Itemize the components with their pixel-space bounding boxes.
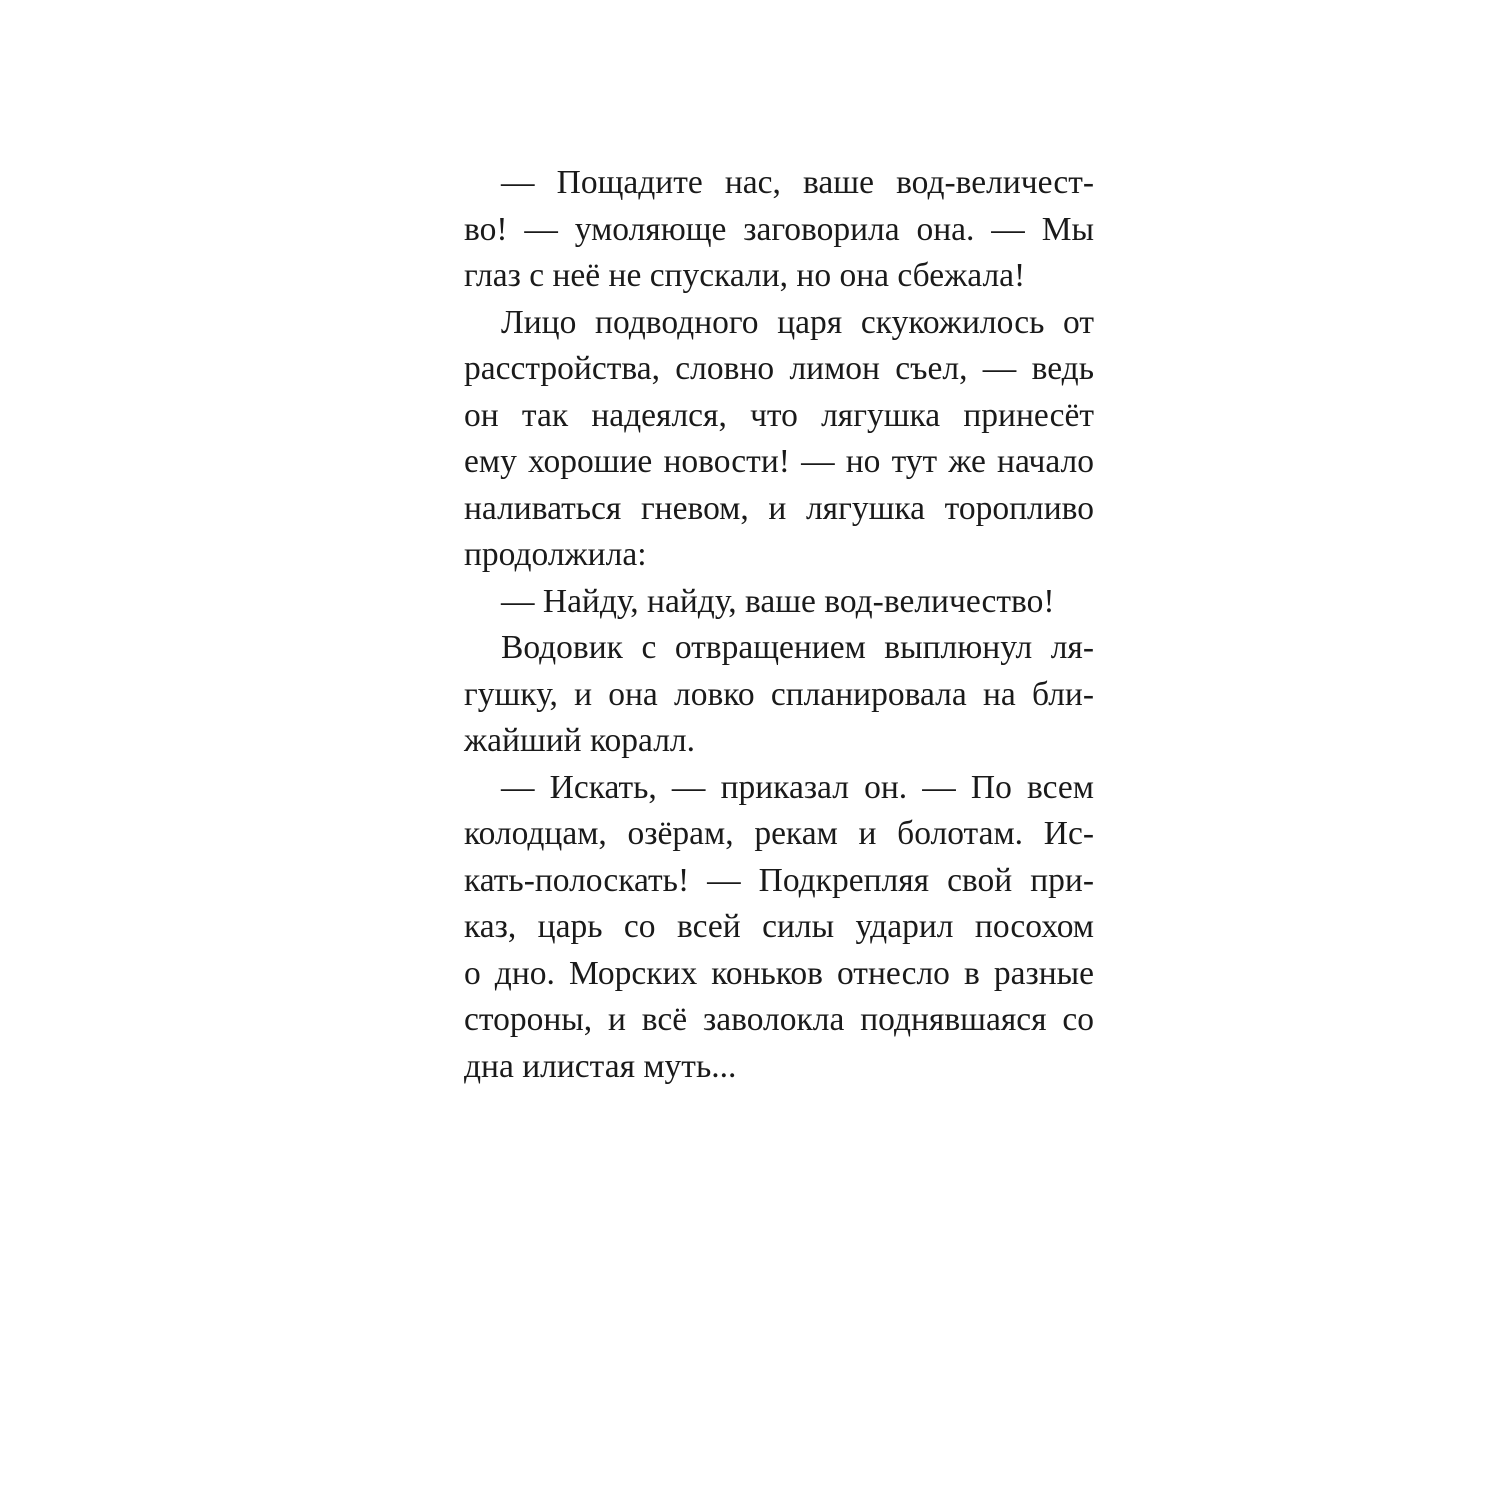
text-line: стороны, и всё заволокла поднявшаяся со bbox=[464, 1001, 1094, 1038]
text-line: он так надеялся, что лягушка принесёт bbox=[464, 396, 1094, 434]
text-line: о дно. Морских коньков отнесло в разные bbox=[464, 954, 1094, 992]
text-line: глаз с неё не спускали, но она сбежала! bbox=[464, 257, 1026, 294]
text-line: колодцам, озёрам, рекам и болотам. Ис- bbox=[464, 815, 1094, 852]
text-line: гушку, и она ловко спланировала на бли- bbox=[464, 675, 1094, 713]
text-line: кать-полоскать! — Подкрепляя свой при- bbox=[464, 861, 1094, 899]
text-line: во! — умоляюще заговорила она. — Мы bbox=[464, 210, 1094, 248]
text-line: — Пощадите нас, ваше вод-величест- bbox=[501, 164, 1094, 201]
text-line: Лицо подводного царя скукожилось от bbox=[501, 303, 1094, 341]
text-line: каз, царь со всей силы ударил посохом bbox=[464, 908, 1094, 945]
text-line: продолжила: bbox=[464, 536, 647, 573]
text-line: расстройства, словно лимон съел, — ведь bbox=[464, 350, 1094, 387]
text-line: — Искать, — приказал он. — По всем bbox=[501, 768, 1094, 806]
text-line: дна илистая муть... bbox=[464, 1047, 737, 1085]
text-line: Водовик с отвращением выплюнул ля- bbox=[501, 629, 1094, 666]
text-line: наливаться гневом, и лягушка торопливо bbox=[464, 489, 1094, 527]
text-line: жайший коралл. bbox=[464, 722, 696, 759]
text-line: ему хорошие новости! — но тут же начало bbox=[464, 443, 1094, 480]
text-line: — Найду, найду, ваше вод-величество! bbox=[501, 582, 1055, 620]
